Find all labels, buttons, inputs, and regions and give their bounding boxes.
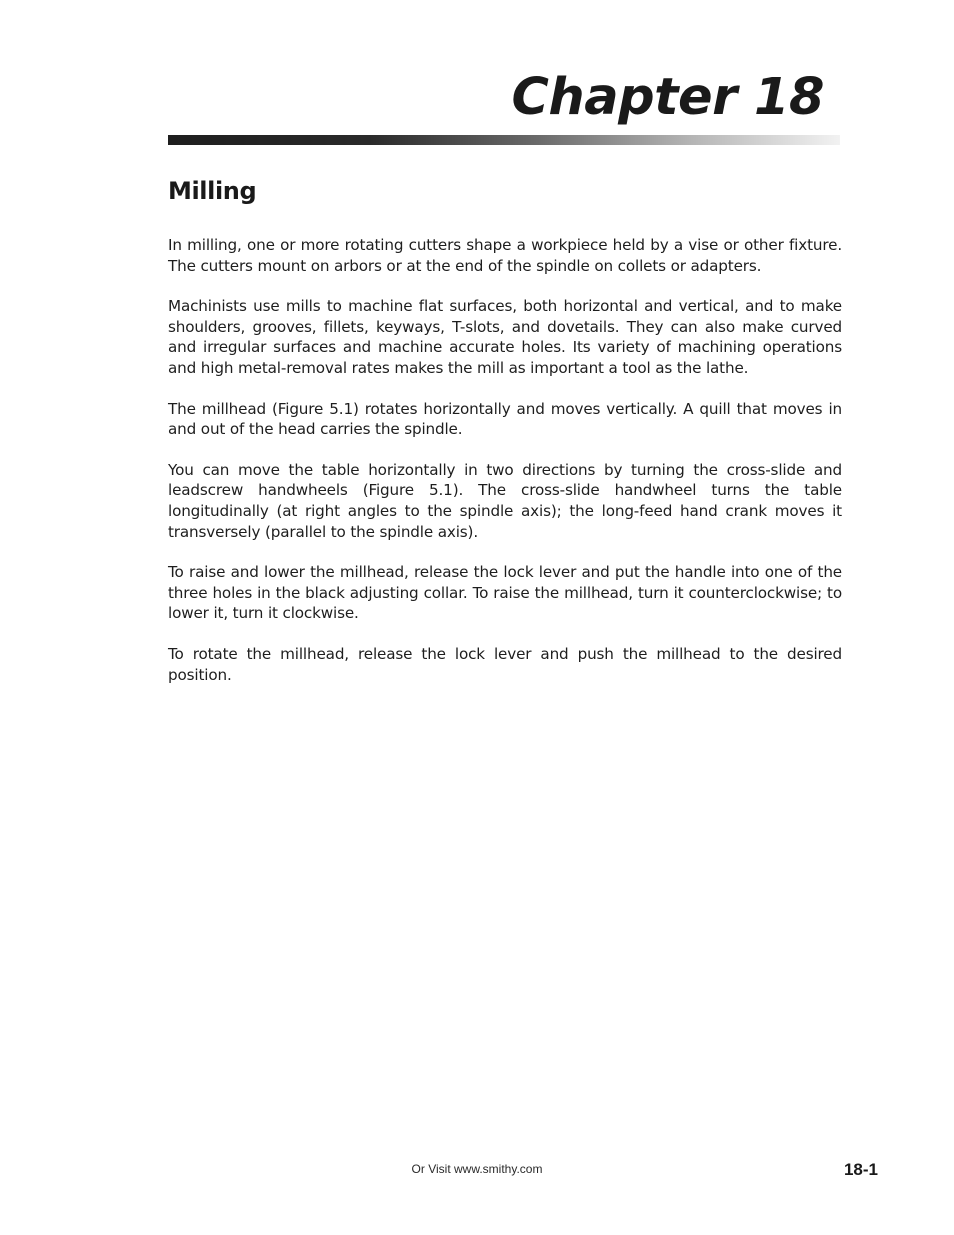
paragraph: In milling, one or more rotating cutters shape a workpiece held by a vise or other fixture. The cutters mount on arbors or at the end of the spindle on collets or adapters. (168, 236, 842, 275)
paragraph: To raise and lower the millhead, release the lock lever and put the handle into one of the three holes in the black adjusting collar. To raise the millhead, turn it counterclockwise; to lower it, turn it clockwise. (168, 563, 842, 623)
paragraph: The millhead (Figure 5.1) rotates horizontally and moves vertically. A quill that moves in and out of the head carries the spindle. (168, 399, 842, 439)
body-text (168, 235, 842, 705)
title-gradient-rule (168, 135, 840, 145)
footer-website-link[interactable]: Or Visit www.smithy.com (411, 1162, 543, 1176)
paragraph: Machinists use mills to machine flat surfaces, both horizontal and vertical, and to make shoulders, grooves, fillets, keyways, T-slots, and dovetails. They can also make curved and irregular surfaces and machine accurate holes. Its variety of machining operations and high metal-removal rates makes the mill as important a tool as the lathe. (168, 297, 842, 377)
page-number: 18-1 (843, 1160, 878, 1179)
section-heading: Milling (168, 177, 257, 205)
chapter-title: Chapter 18 (511, 68, 824, 127)
paragraph: You can move the table horizontally in two directions by turning the cross-slide and leadscrew handwheels (Figure 5.1). The cross-slide handwheel turns the table longitudinally (at right angles to the spindle axis); the long-feed hand crank moves it transversely (parallel to the spindle axis). (168, 460, 842, 541)
paragraph: To rotate the millhead, release the lock lever and push the millhead to the desired position. (168, 644, 842, 684)
